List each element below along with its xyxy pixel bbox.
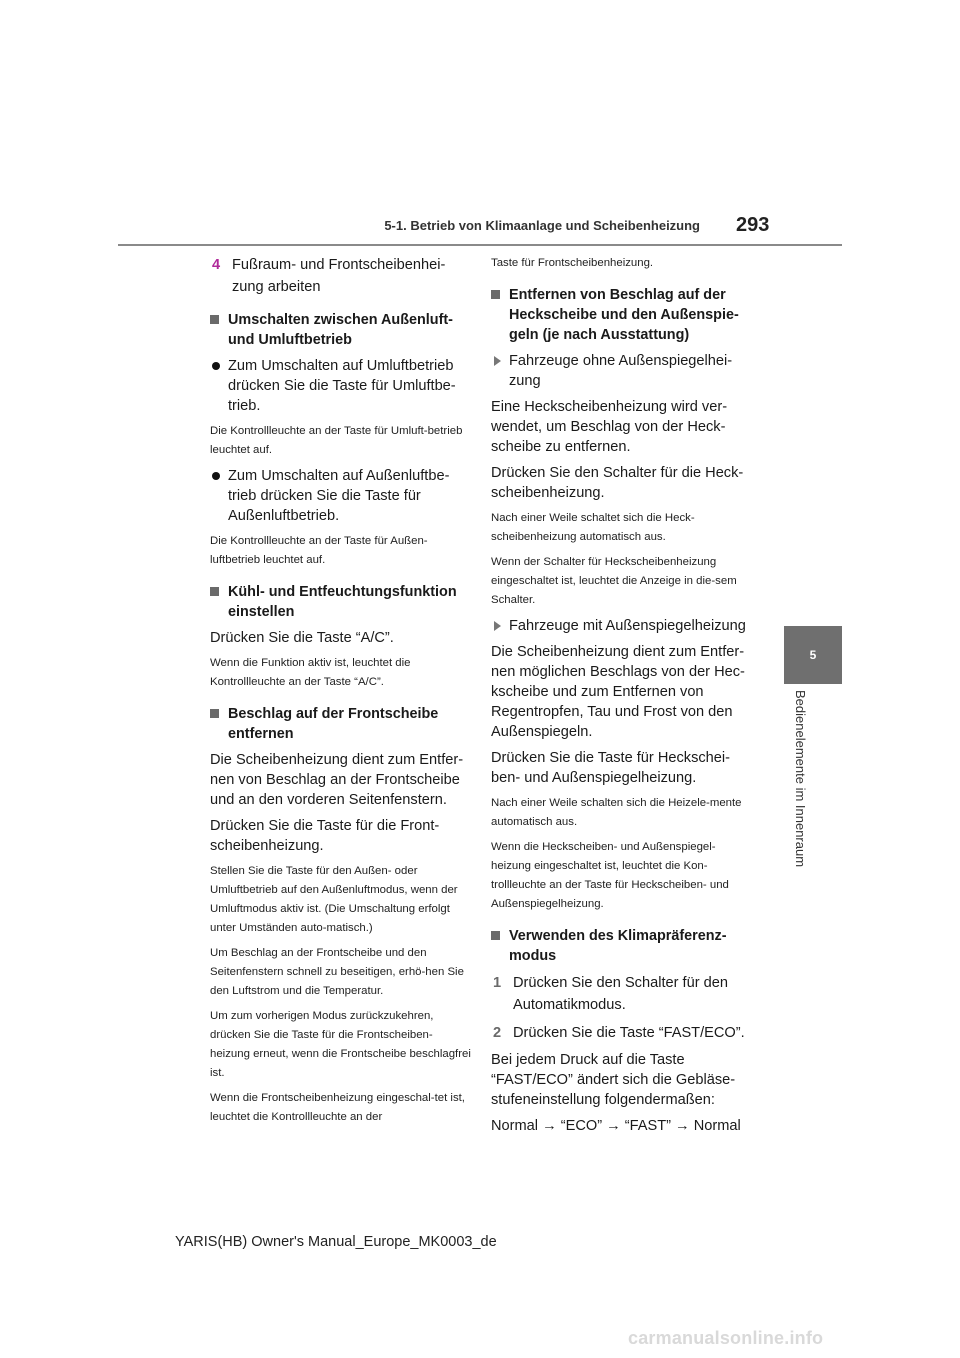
chapter-tab: 5 [784,626,842,684]
step-item [491,1022,753,1044]
note-text: Wenn die Frontscheibenheizung eingeschal-tet ist, leuchtet die Kontrollleuchte an der [210,1092,465,1123]
note-text: Die Kontrollleuchte an der Taste für Umluft-betrieb leuchtet auf. [210,425,463,456]
body-text: Drücken Sie die Taste für Heckschei-ben- und Außenspiegelheizung. [491,750,731,786]
note-text: Wenn der Schalter für Heckscheibenheizung eingeschaltet ist, leuchtet die Anzeige in die-sem Schalter. [491,556,737,606]
page-header-title: 5-1. Betrieb von Klimaanlage und Scheibenheizung [384,218,700,233]
bullet-item: Zum Umschalten auf Außenluftbe-trieb drücken Sie die Taste für Außenluftbetrieb. [210,466,472,526]
square-bullet-icon [210,315,219,324]
step-item [210,254,472,298]
sub-heading: Fahrzeuge ohne Außenspiegelhei-zung [491,351,753,391]
step-text: Drücken Sie die Taste “FAST/ECO”. [513,1025,745,1041]
body-text: Die Scheibenheizung dient zum Entfer-nen von Beschlag an der Frontscheibe und an den vorderen Seitenfenstern. [210,752,464,808]
bullet-item: Zum Umschalten auf Umluftbetrieb drücken Sie die Taste für Umluftbe-trieb. [210,356,472,416]
section-heading: Umschalten zwischen Außenluft- und Umluftbetrieb [210,310,472,350]
note-text: Taste für Frontscheibenheizung. [491,257,654,269]
note-text: Nach einer Weile schalten sich die Heizele-mente automatisch aus. [491,797,742,828]
step-number: 1 [493,975,502,991]
step-text: Fußraum- und Frontscheibenhei-zung arbeiten [232,257,446,295]
footer-text: YARIS(HB) Owner's Manual_Europe_MK0003_de [175,1234,497,1250]
triangle-bullet-icon [494,621,501,631]
body-text: Eine Heckscheibenheizung wird ver-wendet, um Beschlag von der Heck-scheibe zu entfernen. [491,399,728,455]
note-text: Nach einer Weile schaltet sich die Heck-scheibenheizung automatisch aus. [491,512,695,543]
chapter-title: Bedienelemente im Innenraum [793,690,808,868]
header-rule [118,244,842,246]
body-text: Drücken Sie den Schalter für die Heck-scheibenheizung. [491,465,744,501]
step-item [491,972,753,1016]
square-bullet-icon [210,709,219,718]
body-text: Bei jedem Druck auf die Taste “FAST/ECO” ändert sich die Gebläse-stufeneinstellung folgendermaßen: [491,1052,736,1108]
note-text: Wenn die Funktion aktiv ist, leuchtet die Kontrollleuchte an der Taste “A/C”. [210,657,411,688]
square-bullet-icon [491,931,500,940]
left-column [210,254,472,1133]
body-text: Drücken Sie die Taste “A/C”. [210,630,394,646]
bullet-dot-icon [212,472,220,480]
step-number: 4 [212,257,221,273]
note-text: Stellen Sie die Taste für den Außen- oder Umluftbetrieb auf den Außenluftmodus, wenn der Umluftmodus aktiv ist. (Die Umschaltung erfolgt unter Umständen auto-matisch.) [210,865,458,934]
section-heading: Verwenden des Klimapräferenz-modus [491,926,753,966]
section-heading: Entfernen von Beschlag auf der Heckscheibe und den Außenspie-geln (je nach Ausstattung) [491,285,753,345]
square-bullet-icon [491,290,500,299]
note-text: Um zum vorherigen Modus zurückzukehren, drücken Sie die Taste für die Frontscheiben-heizung erneut, wenn die Frontscheibe beschlagfrei ist. [210,1010,471,1079]
watermark: carmanualsonline.info [628,1328,824,1348]
body-text: Die Scheibenheizung dient zum Entfer-nen möglichen Beschlags von der Hec-kscheibe und zum Entfernen von Regentropfen, Tau und Frost von den Außenspiegeln. [491,644,745,740]
right-column [491,254,753,1142]
square-bullet-icon [210,587,219,596]
section-heading: Kühl- und Entfeuchtungsfunktion einstellen [210,582,472,622]
step-text: Drücken Sie den Schalter für den Automatikmodus. [513,975,728,1013]
body-text: Normal → “ECO” → “FAST” → Normal [491,1118,741,1134]
page-number: 293 [736,214,770,236]
sub-heading: Fahrzeuge mit Außenspiegelheizung [491,616,753,636]
section-heading: Beschlag auf der Frontscheibe entfernen [210,704,472,744]
note-text: Wenn die Heckscheiben- und Außenspiegel-heizung eingeschaltet ist, leuchtet die Kon-trollleuchte an der Taste für Heckscheiben- und Außenspiegelheizung. [491,841,729,910]
step-number: 2 [493,1025,502,1041]
bullet-dot-icon [212,362,220,370]
note-text: Die Kontrollleuchte an der Taste für Außen-luftbetrieb leuchtet auf. [210,535,428,566]
note-text: Um Beschlag an der Frontscheibe und den Seitenfenstern schnell zu beseitigen, erhö-hen Sie den Luftstrom und die Temperatur. [210,947,464,997]
body-text: Drücken Sie die Taste für die Front-scheibenheizung. [210,818,440,854]
triangle-bullet-icon [494,356,501,366]
